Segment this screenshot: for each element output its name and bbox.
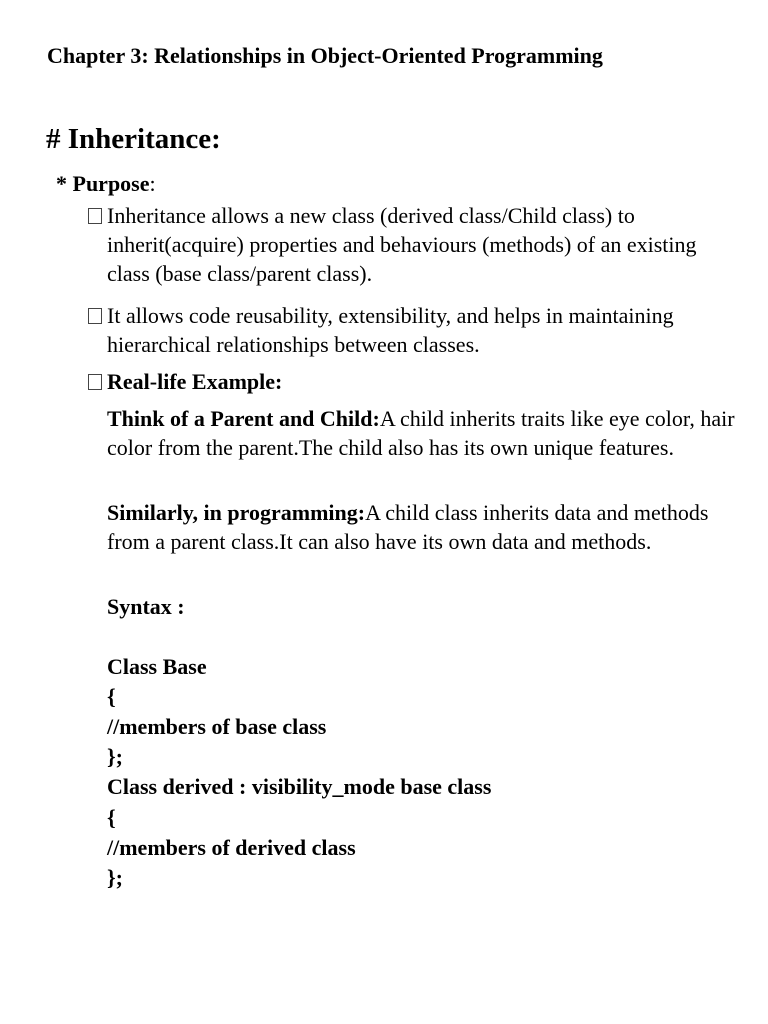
syntax-label: Syntax : xyxy=(107,594,185,619)
example-parent-child-text: A child inherits traits like eye color, hair color from the parent.The child also has its own unique features. xyxy=(107,406,735,460)
syntax-line: { xyxy=(107,684,116,709)
example-programming-lead: Similarly, in programming: xyxy=(107,500,366,525)
purpose-colon: : xyxy=(149,171,156,196)
syntax-line: }; xyxy=(107,744,123,769)
syntax-line: }; xyxy=(107,865,123,890)
bullet-reusability: It allows code reusability, extensibility, and helps in maintaining hierarchical relationships between classes. xyxy=(107,303,674,357)
example-programming xyxy=(107,498,737,556)
syntax-line: Class Base xyxy=(107,654,207,679)
syntax-line: //members of base class xyxy=(107,714,327,739)
example-parent-child xyxy=(107,404,737,462)
example-parent-child-lead: Think of a Parent and Child: xyxy=(107,406,380,431)
syntax-line: { xyxy=(107,805,116,830)
bullet-inheritance-definition: Inheritance allows a new class (derived class/Child class) to inherit(acquire) properties and behaviours (methods) of an existing class (base class/parent class). xyxy=(107,203,697,286)
bullet-box-icon xyxy=(88,374,102,390)
bullet-box-icon xyxy=(88,208,102,224)
purpose-label: Purpose xyxy=(72,171,150,196)
purpose-heading xyxy=(56,171,156,197)
bullet-real-life-example: Real-life Example: xyxy=(107,369,283,394)
purpose-marker: * xyxy=(56,171,73,196)
syntax-line: //members of derived class xyxy=(107,835,356,860)
example-programming-text: A child class inherits data and methods from a parent class.It can also have its own data and methods. xyxy=(107,500,709,554)
syntax-line: Class derived : visibility_mode base class xyxy=(107,774,492,799)
chapter-title: Chapter 3: Relationships in Object-Oriented Programming xyxy=(47,43,603,68)
bullet-box-icon xyxy=(88,308,102,324)
section-heading: # Inheritance: xyxy=(46,123,221,155)
